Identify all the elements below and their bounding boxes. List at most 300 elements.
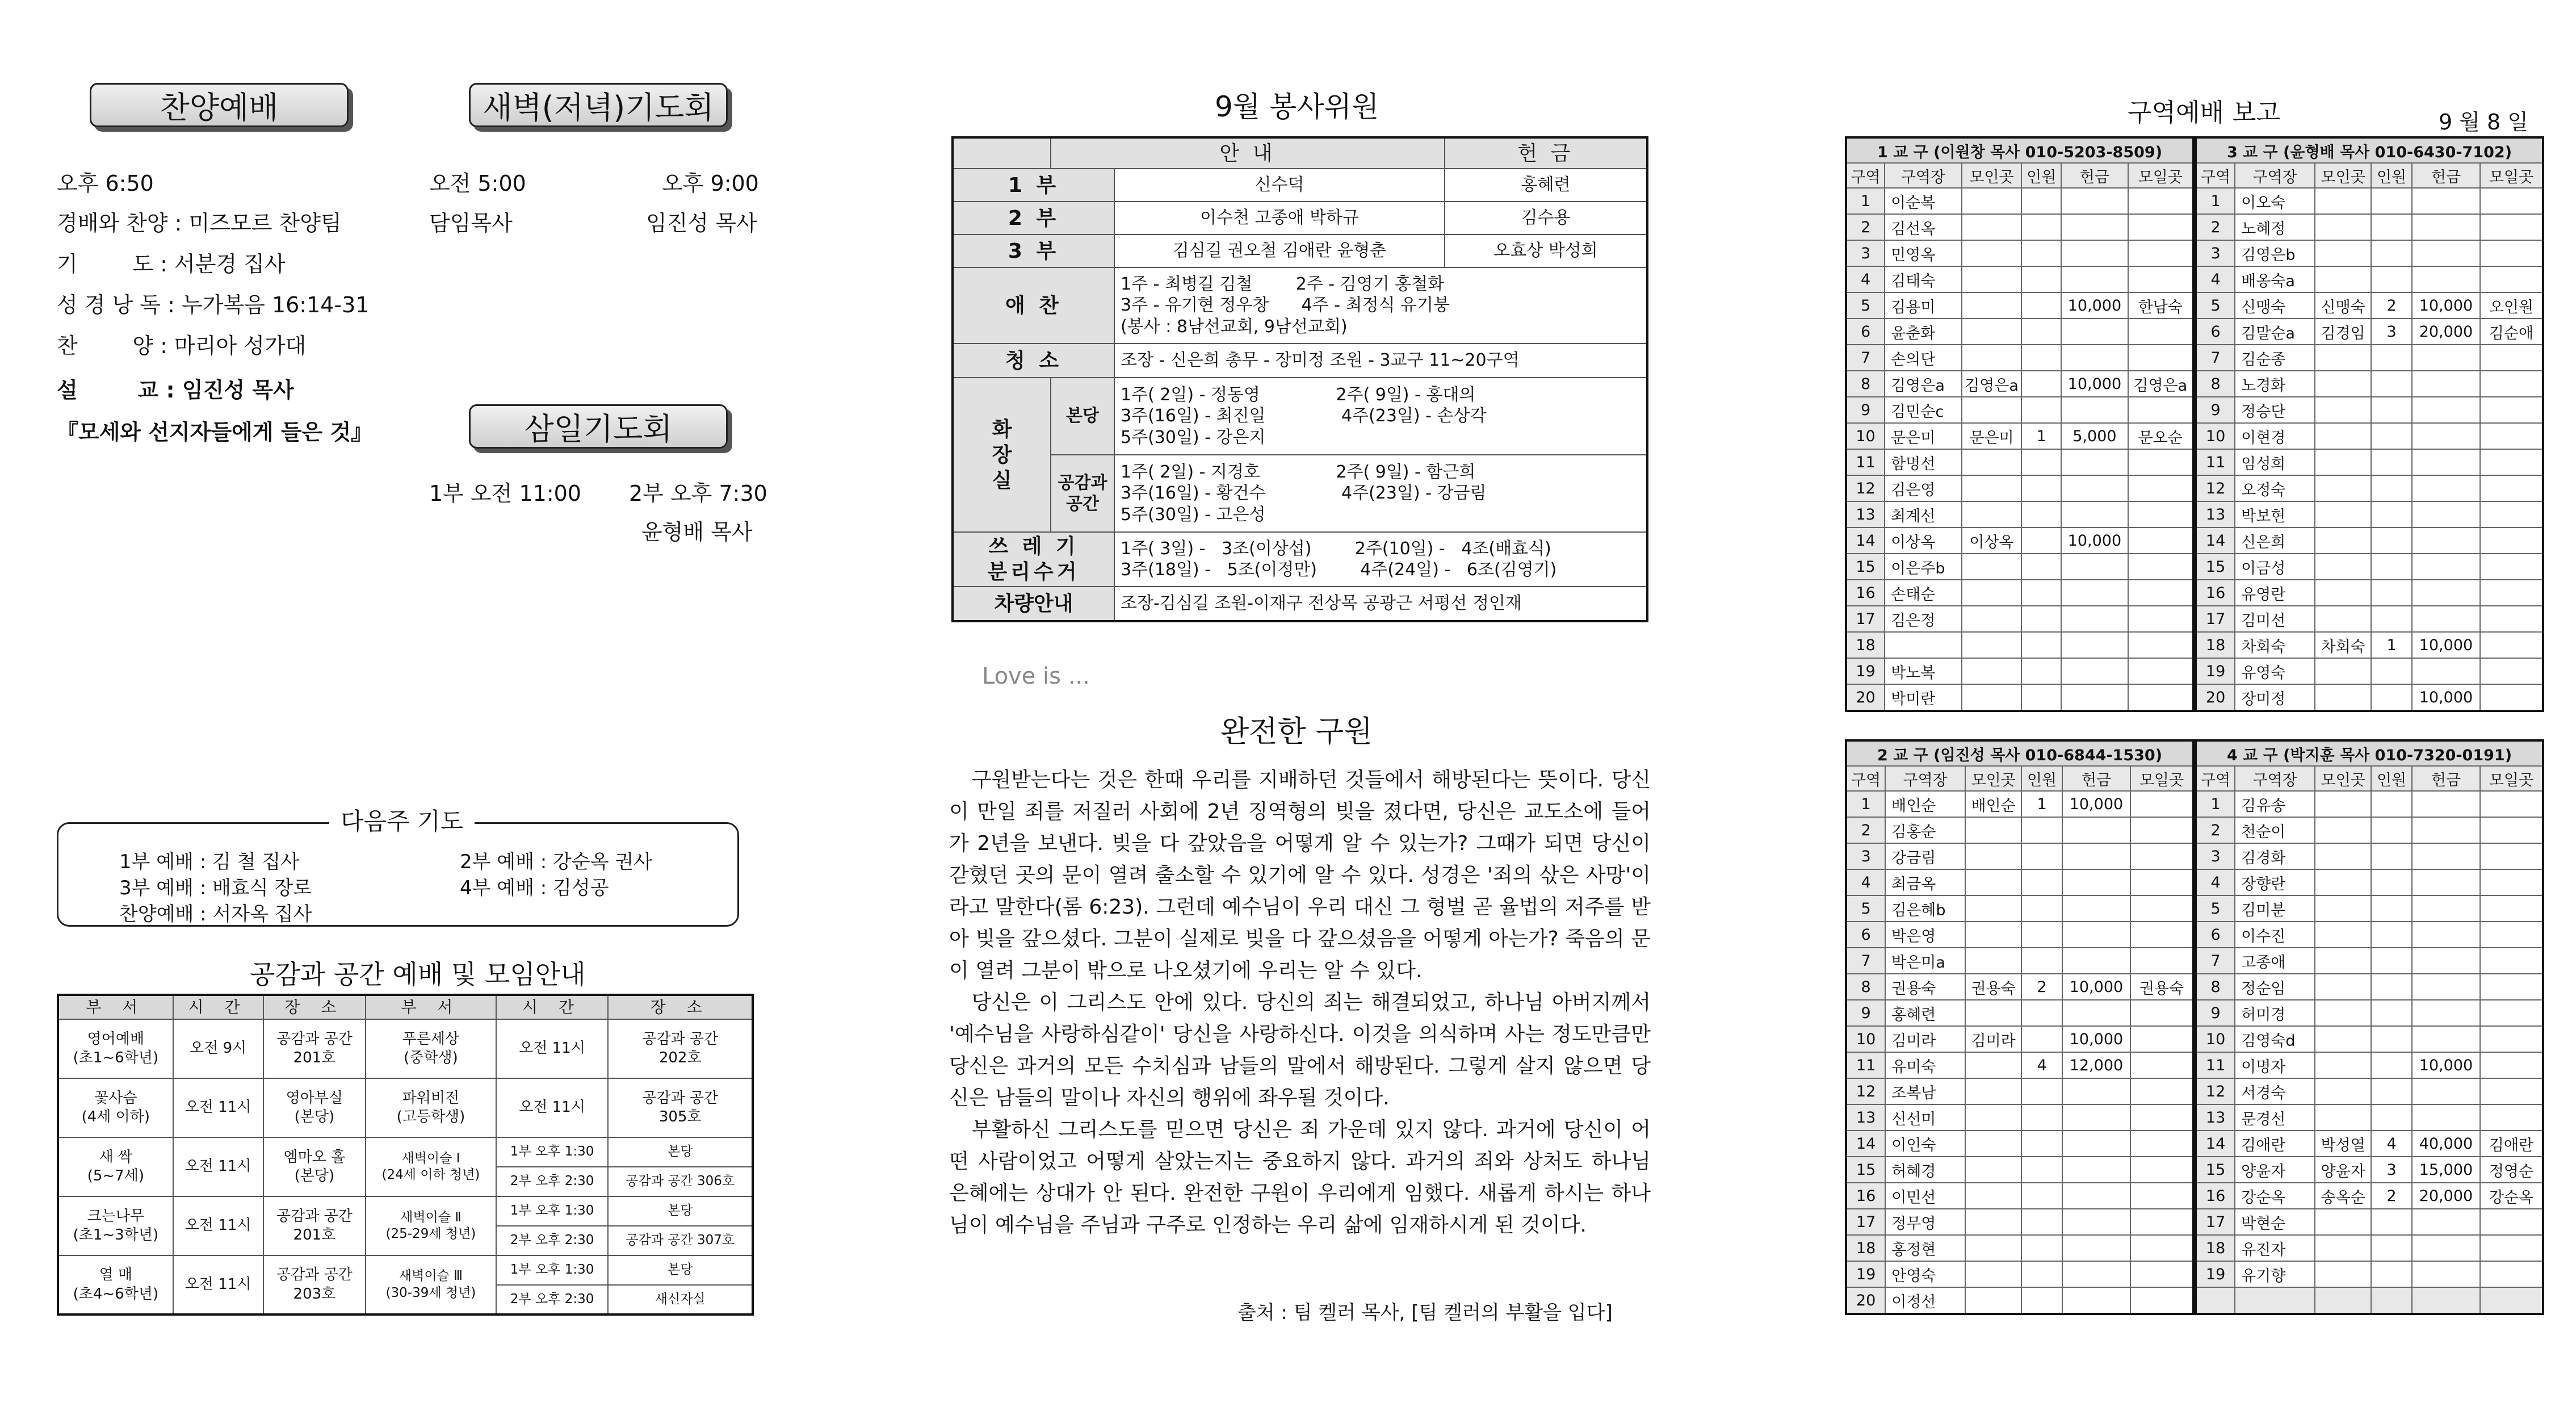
district-cell [2021, 214, 2061, 240]
district-cell: 노경화 [2235, 371, 2315, 397]
district-cell [2480, 1052, 2543, 1078]
district-cell: 20 [1846, 1287, 1885, 1314]
restroom-main-line: 5주(30일) - 강은지 [1121, 427, 1266, 447]
district-row [1846, 188, 2193, 214]
district-cell: 11 [2196, 1052, 2235, 1078]
district-cell [1965, 1131, 2021, 1157]
district-cell: 18 [2196, 632, 2235, 658]
district-cell [2315, 397, 2371, 423]
meeting-time-2: 1부 오후 1:30 [496, 1137, 609, 1167]
district-cell: 이정선 [1885, 1287, 1965, 1314]
district-row [1846, 632, 2193, 658]
district-cell [1965, 1157, 2021, 1183]
district-cell: 10 [1846, 423, 1885, 449]
restroom-main-content [1114, 378, 1647, 455]
district-cell [1965, 1261, 2021, 1287]
praise-row [953, 267, 1647, 344]
district-cell [2371, 240, 2412, 266]
district-cell [2130, 1078, 2193, 1104]
district-cell: 20 [2196, 684, 2235, 711]
district-cell [2412, 1209, 2480, 1235]
district-cell [2371, 684, 2412, 711]
district-cell [2062, 843, 2130, 869]
district-cell: 김경화 [2235, 843, 2315, 869]
sermon-label: 설 교 [57, 378, 159, 403]
district-row [1846, 817, 2193, 843]
district-table [2195, 136, 2544, 712]
district-cell [1962, 658, 2021, 684]
district-cell [2371, 528, 2412, 554]
district-cell [2061, 240, 2128, 266]
meeting-time: 오전 11시 [173, 1078, 263, 1137]
restroom-sub-label: 공감과 공간 [1051, 455, 1114, 532]
district-cell: 노혜정 [2235, 214, 2315, 240]
district-row [2196, 449, 2543, 475]
district-cell [2021, 1183, 2062, 1209]
district-cell [2021, 843, 2062, 869]
district-cell: 3 [1846, 240, 1885, 266]
district-cell [2315, 843, 2371, 869]
district-cell [2315, 1209, 2371, 1235]
district-cell: 문은미 [1885, 423, 1962, 449]
district-cell [2412, 188, 2480, 214]
district-cell: 12 [2196, 1078, 2235, 1104]
district-cell [2371, 895, 2412, 922]
district-cell [2412, 501, 2480, 528]
district-row [2196, 1235, 2543, 1261]
district-cell [2371, 1209, 2412, 1235]
district-cell [1965, 1052, 2021, 1078]
district-cell [2412, 554, 2480, 580]
district-cell [2480, 475, 2543, 501]
district-cell [1965, 1000, 2021, 1026]
district-cell: 유영란 [2235, 580, 2315, 606]
district-cell: 이수진 [2235, 922, 2315, 948]
district-cell: 15 [1846, 554, 1885, 580]
district-cell [1965, 1104, 2021, 1131]
service-guide: 이수천 고종애 박하규 [1114, 202, 1445, 235]
district-cell: 8 [1846, 371, 1885, 397]
district-cell: 강금림 [1885, 843, 1965, 869]
district-cell: 14 [1846, 1131, 1885, 1157]
district-row [1846, 240, 2193, 266]
district-cell [2371, 817, 2412, 843]
district-row [1846, 1000, 2193, 1026]
district-cell [2062, 1183, 2130, 1209]
district-cell [2371, 1052, 2412, 1078]
district-cell: 김말순a [2235, 319, 2315, 345]
praise-line: (봉사 : 8남선교회, 9남선교회) [1121, 316, 1348, 337]
district-cell [1962, 214, 2021, 240]
district-row [1846, 528, 2193, 554]
district-cell [2128, 240, 2193, 266]
service-row [953, 169, 1647, 202]
district-cell [2062, 1287, 2130, 1314]
district-cell [2315, 240, 2371, 266]
district-cell: 9 [2196, 397, 2235, 423]
district-cell: 임성희 [2235, 449, 2315, 475]
district-cell: 김순종 [2235, 345, 2315, 371]
district-cell [1965, 1209, 2021, 1235]
district-cell [2021, 580, 2061, 606]
district-cell: 13 [2196, 1104, 2235, 1131]
district-row [2196, 423, 2543, 449]
district-cell: 손태순 [1885, 580, 1962, 606]
meeting-col-header: 장 소 [263, 995, 366, 1019]
district-cell [2371, 948, 2412, 974]
district-row [2196, 843, 2543, 869]
meeting-title: 공감과 공간 예배 및 모임안내 [250, 959, 586, 990]
district-row [1846, 1026, 2193, 1052]
service-header-row [953, 137, 1647, 169]
meeting-time-2: 1부 오후 1:30 [496, 1255, 609, 1285]
district-cell: 10,000 [2061, 292, 2128, 319]
district-row [1846, 1157, 2193, 1183]
district-cell [2371, 1235, 2412, 1261]
district-cell: 4 [1846, 869, 1885, 895]
district-cell [2021, 240, 2061, 266]
district-cell [2021, 1261, 2062, 1287]
district-cell [2315, 528, 2371, 554]
district-cell [2412, 345, 2480, 371]
district-col-header: 모일곳 [2130, 766, 2193, 791]
district-cell [2130, 791, 2193, 817]
district-cell [2315, 658, 2371, 684]
district-cell: 2 [1846, 817, 1885, 843]
district-cell: 11 [1846, 1052, 1885, 1078]
district-report-title: 구역예배 보고 [2128, 98, 2281, 127]
district-cell: 안영숙 [1885, 1261, 1965, 1287]
district-cell: 4 [1846, 266, 1885, 292]
district-cell [2128, 449, 2193, 475]
district-cell [2315, 475, 2371, 501]
district-cell: 양윤자 [2315, 1157, 2371, 1183]
district-cell [2021, 266, 2061, 292]
district-col-header: 모인곳 [1965, 766, 2021, 791]
restroom-sub-content [1114, 455, 1647, 532]
service-offering: 홍혜련 [1445, 169, 1647, 202]
district-cell: 김미라 [1885, 1026, 1965, 1052]
district-cell [2412, 658, 2480, 684]
district-col-header: 모일곳 [2480, 163, 2543, 188]
district-cell [2021, 922, 2062, 948]
car-row [953, 587, 1647, 621]
district-cell [2315, 869, 2371, 895]
district-cell: 12,000 [2062, 1052, 2130, 1078]
district-cell [2480, 974, 2543, 1000]
district-cell [2061, 449, 2128, 475]
meeting-dept-2: 새벽이슬 Ⅱ (25-29세 청년) [366, 1196, 496, 1255]
trash-content [1114, 532, 1647, 587]
district-row [2196, 554, 2543, 580]
district-cell [1965, 843, 2021, 869]
district-cell [2061, 580, 2128, 606]
restroom-main-line: 1주( 2일) - 정동영 2주( 9일) - 홍대의 [1121, 384, 1476, 405]
district-cell: 3 [2196, 843, 2235, 869]
district-cell [1962, 554, 2021, 580]
district-cell: 18 [1846, 632, 1885, 658]
district-cell: 문은미 [1962, 423, 2021, 449]
district-cell [2371, 606, 2412, 632]
district-row [2196, 1078, 2543, 1104]
meeting-row [58, 1078, 753, 1137]
district-cell [1885, 632, 1962, 658]
district-cell [2196, 1287, 2235, 1314]
district-row [1846, 684, 2193, 711]
district-cell [1965, 895, 2021, 922]
district-cell: 박은미a [1885, 948, 1965, 974]
district-cell: 김미라 [1965, 1026, 2021, 1052]
district-cell: 김유송 [2235, 791, 2315, 817]
district-cell [2128, 554, 2193, 580]
meeting-time-2: 2부 오후 2:30 [496, 1226, 609, 1255]
district-cell [2371, 449, 2412, 475]
district-cell [2412, 843, 2480, 869]
district-row [1846, 1052, 2193, 1078]
district-cell [2061, 606, 2128, 632]
district-cell: 2 [1846, 214, 1885, 240]
district-cell [2315, 1235, 2371, 1261]
district-col-header-row [2196, 163, 2543, 188]
district-cell [2315, 817, 2371, 843]
district-cell [2130, 817, 2193, 843]
district-cell [2371, 580, 2412, 606]
district-cell [2315, 791, 2371, 817]
district-cell: 김애란 [2480, 1131, 2543, 1157]
district-cell [2480, 684, 2543, 711]
restroom-sub-row [953, 455, 1647, 532]
district-cell [2021, 948, 2062, 974]
district-cell: 이상옥 [1885, 528, 1962, 554]
meeting-place-2: 공감과 공간 306호 [608, 1167, 753, 1196]
meeting-dept: 크는나무 (초1~3학년) [58, 1196, 173, 1255]
district-cell [2412, 214, 2480, 240]
restroom-sub-line: 5주(30일) - 고은성 [1121, 504, 1266, 525]
district-cell: 박은영 [1885, 922, 1965, 948]
report-date: 9 월 8 일 [2439, 110, 2529, 135]
district-cell [2130, 1026, 2193, 1052]
district-cell: 유기향 [2235, 1261, 2315, 1287]
district-cell: 18 [2196, 1235, 2235, 1261]
district-cell [2480, 1209, 2543, 1235]
district-cell [2480, 345, 2543, 371]
sermon-preacher: 임진성 목사 [182, 378, 294, 403]
district-cell [2315, 1026, 2371, 1052]
district-col-header: 헌금 [2412, 766, 2480, 791]
district-cell [2371, 869, 2412, 895]
district-row [1846, 423, 2193, 449]
district-row [2196, 684, 2543, 711]
meeting-place-2: 본당 [608, 1137, 753, 1167]
district-cell: 김은정 [1885, 606, 1962, 632]
district-cell [2315, 449, 2371, 475]
district-cell [2128, 632, 2193, 658]
district-row [1846, 843, 2193, 869]
district-cell: 이민선 [1885, 1183, 1965, 1209]
district-cell [2371, 922, 2412, 948]
district-cell [1965, 1078, 2021, 1104]
service-row [953, 235, 1647, 267]
next-prayer-title: 다음주 기도 [329, 803, 475, 837]
district-cell [2412, 1104, 2480, 1131]
restroom-label: 화 장 실 [953, 378, 1051, 532]
district-cell [2371, 791, 2412, 817]
district-cell [2480, 606, 2543, 632]
district-cell [2480, 528, 2543, 554]
district-cell: 2 [2196, 214, 2235, 240]
meeting-place: 영아부실 (본당) [263, 1078, 366, 1137]
meeting-col-header: 시 간 [173, 995, 263, 1019]
district-cell: 홍정현 [1885, 1235, 1965, 1261]
district-cell [2480, 632, 2543, 658]
district-cell [2021, 1157, 2062, 1183]
district-cell: 5,000 [2061, 423, 2128, 449]
district-row [2196, 188, 2543, 214]
district-cell [2061, 266, 2128, 292]
service-corner [953, 137, 1051, 169]
district-cell [2130, 843, 2193, 869]
worship-time: 오후 6:50 [57, 171, 154, 196]
district-cell [2130, 948, 2193, 974]
district-cell [1962, 345, 2021, 371]
district-cell [1962, 684, 2021, 711]
meeting-time-2: 오전 11시 [496, 1078, 609, 1137]
restroom-main-line: 3주(16일) - 최진일 4주(23일) - 손상각 [1121, 406, 1487, 426]
service-guide: 김심길 권오철 김애란 윤형춘 [1114, 235, 1445, 267]
district-cell [2371, 214, 2412, 240]
essay-paragraph: 구원받는다는 것은 한때 우리를 지배하던 것들에서 해방된다는 뜻이다. 당신이 만일 죄를 저질러 사회에 2년 징역형의 빚을 졌다면, 당신은 교도소에 들어가 2년을 보낸다. 빚을 다 갚았음을 어떻게 알 수 있는가? 그때가 되면 당신이 갇혔던 곳의 문이 열려 출소할 수 있기에 알 수 있다. 성경은 '죄의 삯은 사망'이라고 말한다(롬 6:23). 그런데 예수님이 우리 대신 그 형벌 곧 율법의 저주를 받아 빚을 갚으셨다. 그분이 실제로 빚을 다 갚으셨음을 어떻게 아는가? 죽음의 문이 열려 그분이 밖으로 나오셨기에 우리는 알 수 있다. [949, 768, 1651, 982]
district-cell: 이은주b [1885, 554, 1962, 580]
district-col-header: 모인곳 [2315, 766, 2371, 791]
district-cell [2412, 869, 2480, 895]
district-cell [2021, 319, 2061, 345]
district-col-header: 헌금 [2062, 766, 2130, 791]
district-row [1846, 922, 2193, 948]
district-cell: 10,000 [2062, 791, 2130, 817]
district-cell [2315, 948, 2371, 974]
district-cell: 17 [2196, 1209, 2235, 1235]
district-row [1846, 974, 2193, 1000]
praise-label: 애 찬 [953, 267, 1114, 344]
district-cell [2480, 1000, 2543, 1026]
district-header-row [1846, 740, 2193, 766]
district-col-header-row [1846, 766, 2193, 791]
district-cell [2412, 948, 2480, 974]
district-row [1846, 1183, 2193, 1209]
district-cell: 10 [2196, 423, 2235, 449]
district-cell [1962, 319, 2021, 345]
district-cell [2412, 895, 2480, 922]
service-col-header: 헌 금 [1445, 137, 1647, 169]
district-cell: 홍혜련 [1885, 1000, 1965, 1026]
trash-line: 1주( 3일) - 3조(이상섭) 2주(10일) - 4조(배효식) [1121, 538, 1551, 559]
worship-order-value: 마리아 성가대 [174, 333, 307, 358]
district-cell [1962, 292, 2021, 319]
district-header: 3 교 구 (윤형배 목사 010-6430-7102) [2196, 137, 2543, 163]
district-row [1846, 1078, 2193, 1104]
district-row [2196, 922, 2543, 948]
district-cell: 17 [1846, 606, 1885, 632]
district-col-header: 모일곳 [2128, 163, 2193, 188]
district-row [2196, 292, 2543, 319]
district-cell [2130, 922, 2193, 948]
district-cell: 10,000 [2412, 292, 2480, 319]
district-row [1846, 475, 2193, 501]
district-cell [1965, 1287, 2021, 1314]
district-cell: 10,000 [2412, 1052, 2480, 1078]
district-cell [2130, 1261, 2193, 1287]
district-cell: 10 [2196, 1026, 2235, 1052]
meeting-table [57, 994, 754, 1316]
service-offering: 오효상 박성희 [1445, 235, 1647, 267]
meeting-place-2: 공감과 공간 202호 [608, 1019, 753, 1078]
district-cell [2412, 974, 2480, 1000]
district-cell [2315, 1052, 2371, 1078]
district-cell: 이인숙 [1885, 1131, 1965, 1157]
service-table [951, 136, 1648, 622]
district-cell [2061, 319, 2128, 345]
district-cell: 김영은a [1962, 371, 2021, 397]
cleaning-label: 청 소 [953, 344, 1114, 378]
district-cell [2371, 371, 2412, 397]
district-row [1846, 1209, 2193, 1235]
district-cell [2412, 580, 2480, 606]
district-cell [2128, 658, 2193, 684]
district-cell: 한남숙 [2128, 292, 2193, 319]
district-cell: 14 [2196, 1131, 2235, 1157]
district-cell: 김영숙d [2235, 1026, 2315, 1052]
district-cell [2412, 922, 2480, 948]
district-cell: 1 [1846, 791, 1885, 817]
district-cell [2021, 1131, 2062, 1157]
district-cell [2021, 528, 2061, 554]
district-row [2196, 791, 2543, 817]
district-cell [2371, 1078, 2412, 1104]
next-prayer-3: 3부 예배 : 배효식 장로 [119, 877, 312, 899]
meeting-place: 공감과 공간 203호 [263, 1255, 366, 1314]
district-row [2196, 1287, 2543, 1314]
district-cell: 박현순 [2235, 1209, 2315, 1235]
district-cell [1962, 475, 2021, 501]
district-cell [2128, 397, 2193, 423]
district-row [2196, 240, 2543, 266]
district-cell [2480, 843, 2543, 869]
district-row [2196, 869, 2543, 895]
district-cell [2315, 188, 2371, 214]
worship-order-label: 찬 양 [57, 333, 154, 358]
meeting-time: 오전 11시 [173, 1255, 263, 1314]
district-cell: 김미선 [2235, 606, 2315, 632]
district-cell [2061, 475, 2128, 501]
district-row [2196, 948, 2543, 974]
district-cell: 차회숙 [2315, 632, 2371, 658]
service-offering: 김수용 [1445, 202, 1647, 235]
district-row [2196, 1026, 2543, 1052]
district-cell: 허혜경 [1885, 1157, 1965, 1183]
district-cell [1965, 1183, 2021, 1209]
district-cell [2061, 684, 2128, 711]
district-cell: 배옹숙a [2235, 266, 2315, 292]
district-cell: 15,000 [2412, 1157, 2480, 1183]
district-cell: 3 [2371, 1157, 2412, 1183]
worship-order-label: 기 도 [57, 252, 154, 277]
cleaning-content: 조장 - 신은희 총무 - 장미정 조원 - 3교구 11~20구역 [1114, 344, 1647, 378]
district-col-header: 헌금 [2412, 163, 2480, 188]
district-cell [2315, 345, 2371, 371]
district-cell: 박미란 [1885, 684, 1962, 711]
district-cell [2062, 1209, 2130, 1235]
district-cell: 40,000 [2412, 1131, 2480, 1157]
